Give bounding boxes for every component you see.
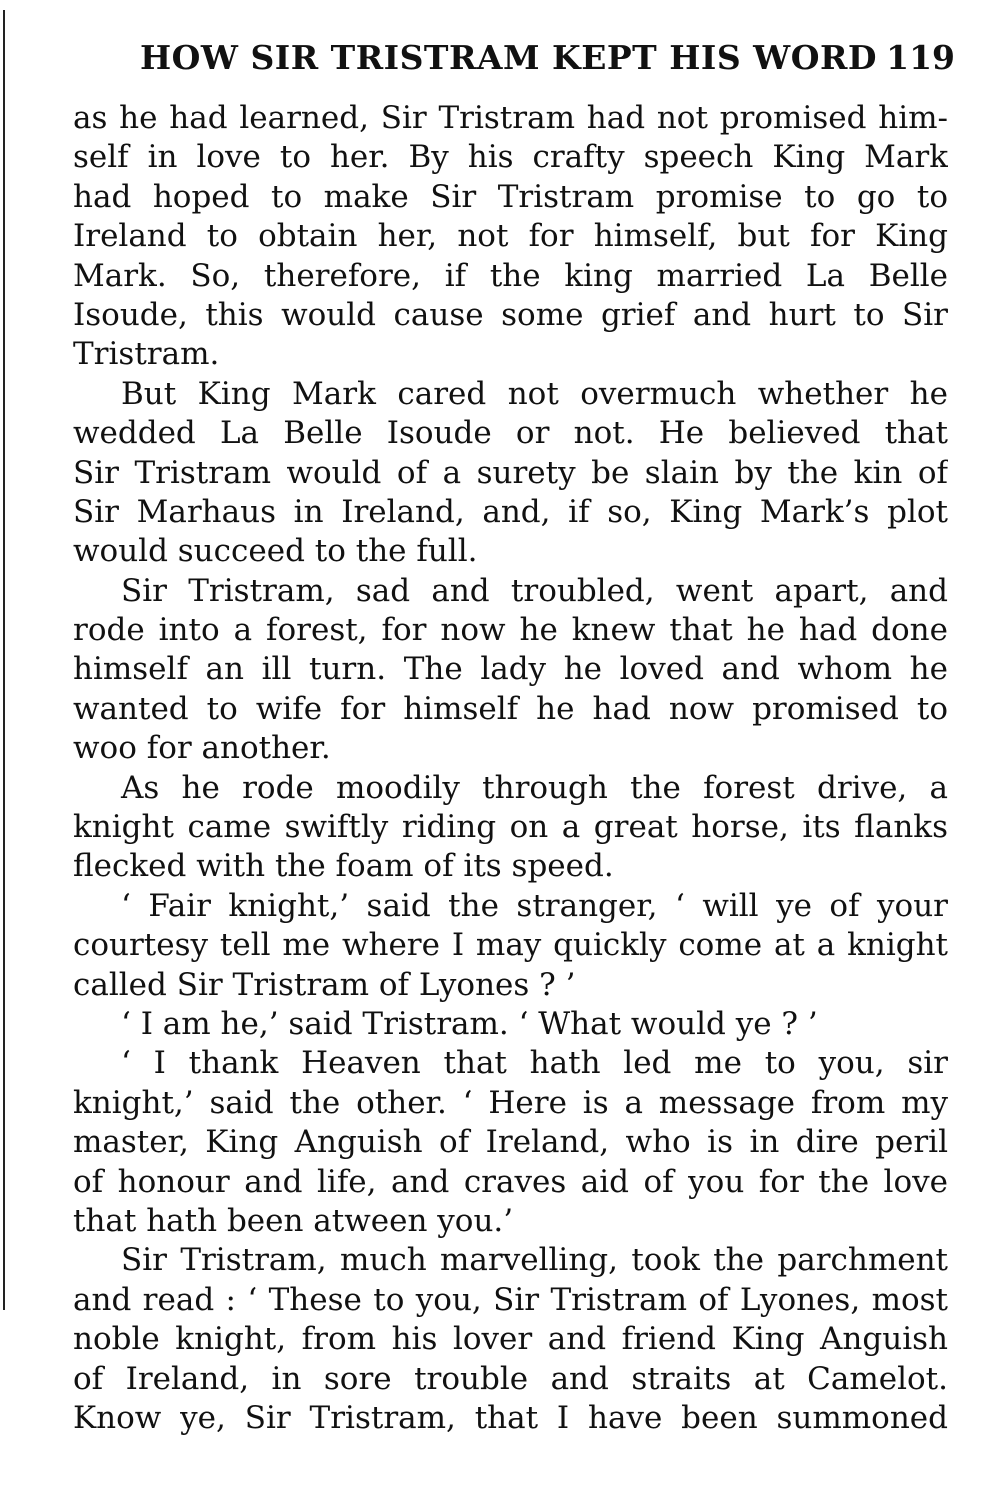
body-text bbox=[73, 99, 948, 1438]
text-line: ‘ I thank Heaven that hath led me to you, sir bbox=[121, 1045, 948, 1082]
text-line: But King Mark cared not overmuch whether he bbox=[121, 375, 948, 412]
text-line: and read : ‘ These to you, Sir Tristram of Lyones, most bbox=[73, 1281, 948, 1318]
text-line: of honour and life, and craves aid of you for the love bbox=[73, 1163, 948, 1200]
text-line: Isoude, this would cause some grief and hurt to Sir bbox=[73, 296, 948, 333]
text-line: rode into a forest, for now he knew that he had done bbox=[73, 612, 948, 649]
binding-edge bbox=[3, 10, 5, 1310]
text-line: of Ireland, in sore trouble and straits at Camelot. bbox=[73, 1360, 948, 1397]
text-line: flecked with the foam of its speed. bbox=[73, 848, 614, 885]
text-line: Sir Tristram would of a surety be slain by the kin of bbox=[73, 454, 948, 491]
text-line: courtesy tell me where I may quickly come at a knight bbox=[73, 927, 948, 964]
text-line: called Sir Tristram of Lyones ? ’ bbox=[73, 966, 576, 1003]
text-line: master, King Anguish of Ireland, who is in dire peril bbox=[73, 1124, 948, 1161]
text-line: Tristram. bbox=[73, 336, 220, 373]
text-line: knight came swiftly riding on a great horse, its flanks bbox=[73, 809, 948, 846]
text-line: knight,’ said the other. ‘ Here is a message from my bbox=[73, 1084, 948, 1121]
text-line: As he rode moodily through the forest drive, a bbox=[121, 769, 948, 806]
text-line: ‘ I am he,’ said Tristram. ‘ What would ye ? ’ bbox=[121, 1005, 818, 1042]
text-line: ‘ Fair knight,’ said the stranger, ‘ will ye of your bbox=[121, 887, 948, 924]
text-line: Ireland to obtain her, not for himself, but for King bbox=[73, 218, 948, 255]
text-line: Sir Tristram, much marvelling, took the parchment bbox=[121, 1242, 948, 1279]
running-head: HOW SIR TRISTRAM KEPT HIS WORD bbox=[140, 38, 877, 77]
text-line: that hath been atween you.’ bbox=[73, 1202, 514, 1239]
text-line: Sir Tristram, sad and troubled, went apart, and bbox=[121, 572, 948, 609]
page-number: 119 bbox=[886, 38, 955, 77]
text-line: woo for another. bbox=[73, 730, 331, 767]
text-line: noble knight, from his lover and friend King Anguish bbox=[73, 1321, 948, 1358]
page-header bbox=[140, 38, 955, 82]
text-line: Mark. So, therefore, if the king married La Belle bbox=[73, 257, 948, 294]
text-line: had hoped to make Sir Tristram promise to go to bbox=[73, 178, 948, 215]
text-line: Sir Marhaus in Ireland, and, if so, King Mark’s plot bbox=[73, 493, 948, 530]
text-line: would succeed to the full. bbox=[73, 533, 478, 570]
text-line: wanted to wife for himself he had now promised to bbox=[73, 690, 948, 727]
text-line: self in love to her. By his crafty speech King Mark bbox=[73, 139, 948, 176]
text-line: wedded La Belle Isoude or not. He believed that bbox=[73, 415, 948, 452]
text-line: Know ye, Sir Tristram, that I have been summoned bbox=[73, 1399, 948, 1436]
text-line: as he had learned, Sir Tristram had not promised him- bbox=[73, 100, 948, 136]
text-line: himself an ill turn. The lady he loved and whom he bbox=[73, 651, 948, 688]
